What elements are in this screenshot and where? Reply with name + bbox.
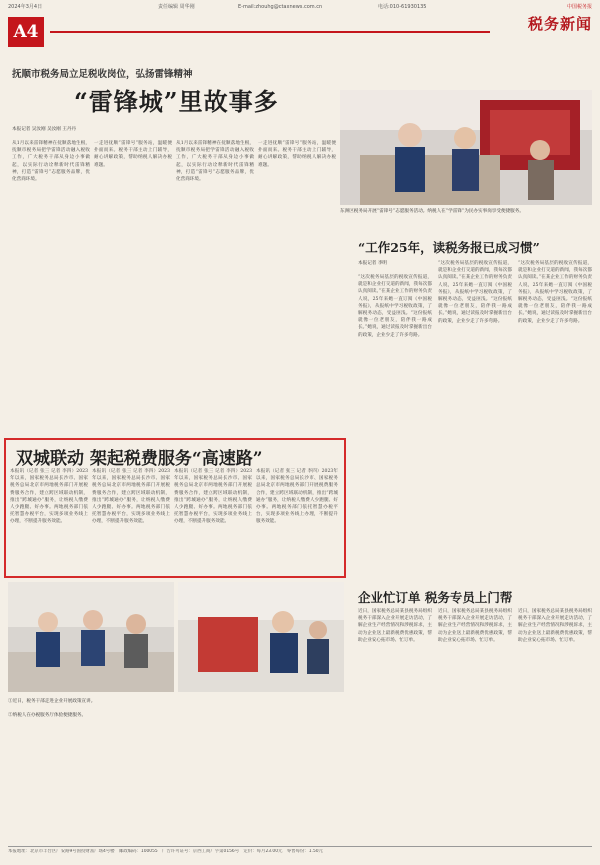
header-editor: 责任编辑 周华刚 [158, 4, 195, 10]
story1-col3: 从1月以来雷锋精神在抚顺落地生根，抚顺市税务局把学雷锋活动融入税收工作，广大税务干部从身边小事做起，以实际行动诠释新时代雷锋精神，打造“雷锋号”志愿服务品牌，优化营商环境。 [176, 141, 254, 183]
section-title: 税务新闻 [527, 15, 592, 33]
story3-col4: 本报讯（记者 张三 记者 李四）2023年以来，国家税务总局长沙市、国家税务总局北京市两地税务部门开展税费服务合作，建立跨区域联动机制，推出“跨城通办”服务，让纳税人缴费人少跑腿、好办事。两地税务部门依托智慧办税平台，实现多项业务线上办理，不断提升服务效能。 [256, 469, 338, 525]
story4-title: 企业忙订单 税务专员上门帮 [358, 590, 513, 605]
footer-text: 本报地址：北京市丰台区广安路9号国投财富广场4号楼 邮政编码：100055 广告许可证号：京西工商广字第0156号 定价：每月23.00元 零售每份：1.50元 [8, 849, 323, 854]
header-meta [8, 3, 592, 11]
story1-byline: 本报记者 吴汝刚 吴汝刚 王丹丹 [12, 127, 77, 132]
photo-left-image [8, 582, 174, 692]
header-brand: 中国税务报 [566, 4, 592, 10]
page-number: A4 [8, 17, 44, 47]
photo-caption-left: ①近日，税务干部走进企业开展政策宣讲。 [8, 699, 96, 704]
story4-col3: 近日，国家税务总局某县税务局组织税务干部深入企业开展走访活动，了解企业生产经营情况和涉税诉求，主动为企业送上最新税费优惠政策，帮助企业安心拓市场、忙订单。 [518, 609, 592, 643]
header-rule [50, 31, 490, 33]
story1-kicker: 抚顺市税务局立足税收岗位，弘扬雷锋精神 [12, 69, 193, 80]
story2-col3: “这次税务局基层的税收宣传报道，就是和企业打交道的新闻，我每次都认真阅读。”在某企业工作的财务负责人说，25年来她一直订阅《中国税务报》，从报纸中学习税收政策，了解税务动态，受益匪浅。“这份报纸就像一位老朋友，陪伴我一路成长。”她说，通过读报及时掌握新出台的政策，企业少走了许多弯路。 [518, 261, 592, 324]
story2-col1: “这次税务局基层的税收宣传报道，就是和企业打交道的新闻，我每次都认真阅读。”在某企业工作的财务负责人说，25年来她一直订阅《中国税务报》，从报纸中学习税收政策，了解税务动态，受益匪浅。“这份报纸就像一位老朋友，陪伴我一路成长。”她说，通过读报及时掌握新出台的政策，企业少走了许多弯路。 [358, 275, 432, 338]
story1-photo-caption: 东洲区税务局开展“雷锋号”志愿服务活动。纳税人在“学雷锋”为民办实事岗享受便捷服务。 [340, 209, 524, 214]
story2-col2: “这次税务局基层的税收宣传报道，就是和企业打交道的新闻，我每次都认真阅读。”在某企业工作的财务负责人说，25年来她一直订阅《中国税务报》，从报纸中学习税收政策，了解税务动态，受益匪浅。“这份报纸就像一位老朋友，陪伴我一路成长。”她说，通过读报及时掌握新出台的政策，企业少走了许多弯路。 [438, 261, 512, 324]
story1-title: “雷锋城”里故事多 [74, 87, 279, 116]
photo-caption-right: ②纳税人在办税服务厅体验便捷服务。 [8, 713, 87, 718]
photo-right [178, 582, 344, 692]
story1-photo [340, 90, 592, 205]
story1-col4: 一走进抚顺“雷锋号”服务站，温暖便扑面而来。税务干部主动上门辅导，耐心讲解政策，帮助纳税人解决办税难题。 [258, 141, 336, 168]
story2-byline: 本报记者 李明 [358, 261, 388, 266]
story1-col1: 从1月以来雷锋精神在抚顺落地生根，抚顺市税务局把学雷锋活动融入税收工作，广大税务干部从身边小事做起，以实际行动诠释新时代雷锋精神，打造“雷锋号”志愿服务品牌，优化营商环境。 [12, 141, 90, 183]
story4-col2: 近日，国家税务总局某县税务局组织税务干部深入企业开展走访活动，了解企业生产经营情况和涉税诉求，主动为企业送上最新税费优惠政策，帮助企业安心拓市场、忙订单。 [438, 609, 512, 643]
header-date: 2024年3月4日 [8, 4, 43, 10]
header-contact: E-mail:zhouhg@ctaxnews.com.cn [238, 4, 323, 10]
photo-left [8, 582, 174, 692]
story4-col1: 近日，国家税务总局某县税务局组织税务干部深入企业开展走访活动，了解企业生产经营情况和涉税诉求，主动为企业送上最新税费优惠政策，帮助企业安心拓市场、忙订单。 [358, 609, 432, 643]
story3-col3: 本报讯（记者 张三 记者 李四）2023年以来，国家税务总局长沙市、国家税务总局北京市两地税务部门开展税费服务合作，建立跨区域联动机制，推出“跨城通办”服务，让纳税人缴费人少跑腿、好办事。两地税务部门依托智慧办税平台，实现多项业务线上办理，不断提升服务效能。 [174, 469, 252, 525]
story2-title: “工作25年，读税务报已成习惯” [358, 240, 540, 255]
photo-right-image [178, 582, 344, 692]
story1-col2: 一走进抚顺“雷锋号”服务站，温暖便扑面而来。税务干部主动上门辅导，耐心讲解政策，帮助纳税人解决办税难题。 [94, 141, 172, 168]
footer-rule [8, 846, 592, 847]
story3-col2: 本报讯（记者 张三 记者 李四）2023年以来，国家税务总局长沙市、国家税务总局北京市两地税务部门开展税费服务合作，建立跨区域联动机制，推出“跨城通办”服务，让纳税人缴费人少跑腿、好办事。两地税务部门依托智慧办税平台，实现多项业务线上办理，不断提升服务效能。 [92, 469, 170, 525]
header-phone: 电话:010-61930135 [378, 4, 427, 10]
story3-col1: 本报讯（记者 张三 记者 李四）2023年以来，国家税务总局长沙市、国家税务总局北京市两地税务部门开展税费服务合作，建立跨区域联动机制，推出“跨城通办”服务，让纳税人缴费人少跑腿、好办事。两地税务部门依托智慧办税平台，实现多项业务线上办理，不断提升服务效能。 [10, 469, 88, 525]
story1-photo-image [340, 90, 592, 205]
story3-title: 双城联动 架起税费服务“高速路” [16, 449, 263, 469]
